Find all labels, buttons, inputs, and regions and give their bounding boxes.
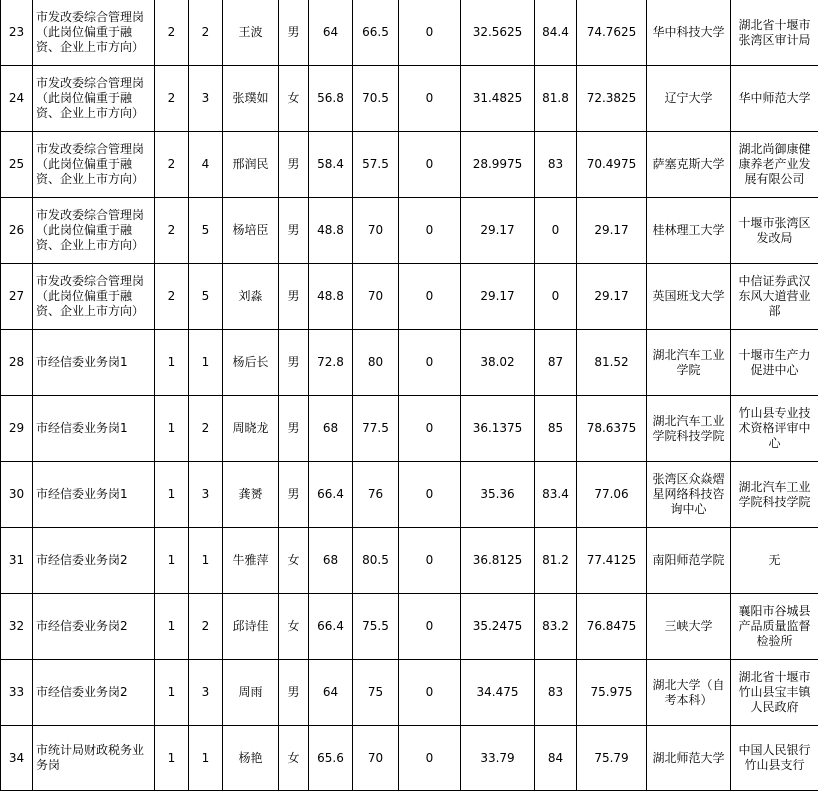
school-cell: 华中科技大学 <box>647 0 731 66</box>
school-cell: 英国班戈大学 <box>647 264 731 330</box>
school-cell: 湖北大学（自考本科） <box>647 660 731 726</box>
post-cell: 市发改委综合管理岗（此岗位偏重于融资、企业上市方向） <box>33 0 155 66</box>
written-score-cell: 72.8 <box>309 330 353 396</box>
school-cell: 湖北师范大学 <box>647 726 731 791</box>
name-cell: 杨艳 <box>223 726 279 791</box>
school-cell: 湖北汽车工业学院科技学院 <box>647 396 731 462</box>
written-score-cell: 48.8 <box>309 198 353 264</box>
school-cell: 桂林理工大学 <box>647 198 731 264</box>
total-score-cell: 29.17 <box>577 198 647 264</box>
plan-count-cell: 2 <box>155 66 189 132</box>
written-score-cell: 68 <box>309 396 353 462</box>
gender-cell: 女 <box>279 594 309 660</box>
rank-cell: 5 <box>189 198 223 264</box>
gender-cell: 男 <box>279 330 309 396</box>
interview-score-cell: 81.8 <box>535 66 577 132</box>
bonus-score-cell: 0 <box>399 594 461 660</box>
name-cell: 邱诗佳 <box>223 594 279 660</box>
name-cell: 张璞如 <box>223 66 279 132</box>
written-weighted-cell: 29.17 <box>461 198 535 264</box>
row-number-cell: 23 <box>1 0 33 66</box>
gender-cell: 男 <box>279 0 309 66</box>
professional-score-cell: 70 <box>353 198 399 264</box>
plan-count-cell: 1 <box>155 594 189 660</box>
name-cell: 周雨 <box>223 660 279 726</box>
row-number-cell: 31 <box>1 528 33 594</box>
total-score-cell: 76.8475 <box>577 594 647 660</box>
gender-cell: 男 <box>279 264 309 330</box>
professional-score-cell: 75 <box>353 660 399 726</box>
row-number-cell: 33 <box>1 660 33 726</box>
gender-cell: 男 <box>279 462 309 528</box>
gender-cell: 女 <box>279 66 309 132</box>
interview-score-cell: 87 <box>535 330 577 396</box>
professional-score-cell: 57.5 <box>353 132 399 198</box>
row-number-cell: 26 <box>1 198 33 264</box>
name-cell: 龚赟 <box>223 462 279 528</box>
bonus-score-cell: 0 <box>399 132 461 198</box>
rank-cell: 3 <box>189 462 223 528</box>
gender-cell: 女 <box>279 726 309 791</box>
employer-cell: 无 <box>731 528 818 594</box>
interview-score-cell: 81.2 <box>535 528 577 594</box>
interview-score-cell: 85 <box>535 396 577 462</box>
professional-score-cell: 70.5 <box>353 66 399 132</box>
bonus-score-cell: 0 <box>399 264 461 330</box>
written-score-cell: 48.8 <box>309 264 353 330</box>
written-score-cell: 64 <box>309 660 353 726</box>
bonus-score-cell: 0 <box>399 462 461 528</box>
plan-count-cell: 2 <box>155 198 189 264</box>
total-score-cell: 81.52 <box>577 330 647 396</box>
employer-cell: 竹山县专业技术资格评审中心 <box>731 396 818 462</box>
plan-count-cell: 1 <box>155 726 189 791</box>
bonus-score-cell: 0 <box>399 330 461 396</box>
school-cell: 张湾区众焱熠星网络科技咨询中心 <box>647 462 731 528</box>
interview-score-cell: 84 <box>535 726 577 791</box>
school-cell: 湖北汽车工业学院 <box>647 330 731 396</box>
professional-score-cell: 70 <box>353 264 399 330</box>
professional-score-cell: 80.5 <box>353 528 399 594</box>
professional-score-cell: 76 <box>353 462 399 528</box>
bonus-score-cell: 0 <box>399 198 461 264</box>
total-score-cell: 74.7625 <box>577 0 647 66</box>
post-cell: 市发改委综合管理岗（此岗位偏重于融资、企业上市方向） <box>33 66 155 132</box>
total-score-cell: 75.975 <box>577 660 647 726</box>
plan-count-cell: 1 <box>155 528 189 594</box>
employer-cell: 襄阳市谷城县产品质量监督检验所 <box>731 594 818 660</box>
bonus-score-cell: 0 <box>399 396 461 462</box>
employer-cell: 华中师范大学 <box>731 66 818 132</box>
employer-cell: 十堰市张湾区发改局 <box>731 198 818 264</box>
employer-cell: 湖北省十堰市张湾区审计局 <box>731 0 818 66</box>
written-score-cell: 65.6 <box>309 726 353 791</box>
written-weighted-cell: 28.9975 <box>461 132 535 198</box>
name-cell: 刘淼 <box>223 264 279 330</box>
table-row <box>1 462 818 528</box>
name-cell: 杨后长 <box>223 330 279 396</box>
plan-count-cell: 2 <box>155 132 189 198</box>
written-score-cell: 66.4 <box>309 594 353 660</box>
written-weighted-cell: 34.475 <box>461 660 535 726</box>
gender-cell: 男 <box>279 198 309 264</box>
gender-cell: 男 <box>279 396 309 462</box>
rank-cell: 1 <box>189 726 223 791</box>
written-score-cell: 56.8 <box>309 66 353 132</box>
post-cell: 市经信委业务岗2 <box>33 594 155 660</box>
table-row <box>1 198 818 264</box>
table-row <box>1 660 818 726</box>
bonus-score-cell: 0 <box>399 726 461 791</box>
rank-cell: 3 <box>189 66 223 132</box>
table-row <box>1 726 818 791</box>
rank-cell: 2 <box>189 594 223 660</box>
employer-cell: 湖北汽车工业学院科技学院 <box>731 462 818 528</box>
name-cell: 周晓龙 <box>223 396 279 462</box>
post-cell: 市发改委综合管理岗（此岗位偏重于融资、企业上市方向） <box>33 198 155 264</box>
employer-cell: 中国人民银行竹山县支行 <box>731 726 818 791</box>
interview-score-cell: 0 <box>535 264 577 330</box>
written-weighted-cell: 38.02 <box>461 330 535 396</box>
table-row <box>1 396 818 462</box>
post-cell: 市经信委业务岗1 <box>33 396 155 462</box>
total-score-cell: 75.79 <box>577 726 647 791</box>
plan-count-cell: 1 <box>155 462 189 528</box>
total-score-cell: 77.06 <box>577 462 647 528</box>
table-row <box>1 66 818 132</box>
gender-cell: 女 <box>279 528 309 594</box>
gender-cell: 男 <box>279 132 309 198</box>
professional-score-cell: 66.5 <box>353 0 399 66</box>
name-cell: 王波 <box>223 0 279 66</box>
post-cell: 市发改委综合管理岗（此岗位偏重于融资、企业上市方向） <box>33 132 155 198</box>
written-weighted-cell: 36.1375 <box>461 396 535 462</box>
rank-cell: 3 <box>189 660 223 726</box>
plan-count-cell: 1 <box>155 660 189 726</box>
rank-cell: 2 <box>189 396 223 462</box>
total-score-cell: 77.4125 <box>577 528 647 594</box>
professional-score-cell: 75.5 <box>353 594 399 660</box>
bonus-score-cell: 0 <box>399 66 461 132</box>
rank-cell: 1 <box>189 330 223 396</box>
plan-count-cell: 1 <box>155 396 189 462</box>
written-weighted-cell: 35.36 <box>461 462 535 528</box>
row-number-cell: 24 <box>1 66 33 132</box>
written-weighted-cell: 31.4825 <box>461 66 535 132</box>
written-weighted-cell: 32.5625 <box>461 0 535 66</box>
written-score-cell: 68 <box>309 528 353 594</box>
row-number-cell: 34 <box>1 726 33 791</box>
school-cell: 三峡大学 <box>647 594 731 660</box>
written-weighted-cell: 33.79 <box>461 726 535 791</box>
total-score-cell: 72.3825 <box>577 66 647 132</box>
row-number-cell: 25 <box>1 132 33 198</box>
post-cell: 市经信委业务岗1 <box>33 462 155 528</box>
post-cell: 市经信委业务岗1 <box>33 330 155 396</box>
written-score-cell: 66.4 <box>309 462 353 528</box>
bonus-score-cell: 0 <box>399 0 461 66</box>
table-row <box>1 264 818 330</box>
written-weighted-cell: 35.2475 <box>461 594 535 660</box>
interview-score-cell: 83 <box>535 660 577 726</box>
total-score-cell: 78.6375 <box>577 396 647 462</box>
table-row <box>1 0 818 66</box>
row-number-cell: 27 <box>1 264 33 330</box>
rank-cell: 1 <box>189 528 223 594</box>
row-number-cell: 32 <box>1 594 33 660</box>
plan-count-cell: 2 <box>155 0 189 66</box>
table-row <box>1 132 818 198</box>
post-cell: 市发改委综合管理岗（此岗位偏重于融资、企业上市方向） <box>33 264 155 330</box>
employer-cell: 中信证券武汉东风大道营业部 <box>731 264 818 330</box>
professional-score-cell: 80 <box>353 330 399 396</box>
table-row <box>1 330 818 396</box>
plan-count-cell: 1 <box>155 330 189 396</box>
name-cell: 牛雅萍 <box>223 528 279 594</box>
table-row <box>1 594 818 660</box>
post-cell: 市统计局财政税务业务岗 <box>33 726 155 791</box>
rank-cell: 2 <box>189 0 223 66</box>
written-weighted-cell: 36.8125 <box>461 528 535 594</box>
rank-cell: 4 <box>189 132 223 198</box>
row-number-cell: 29 <box>1 396 33 462</box>
employer-cell: 湖北尚御康健康养老产业发展有限公司 <box>731 132 818 198</box>
name-cell: 杨培臣 <box>223 198 279 264</box>
bonus-score-cell: 0 <box>399 660 461 726</box>
post-cell: 市经信委业务岗2 <box>33 660 155 726</box>
interview-score-cell: 83.2 <box>535 594 577 660</box>
row-number-cell: 28 <box>1 330 33 396</box>
row-number-cell: 30 <box>1 462 33 528</box>
school-cell: 辽宁大学 <box>647 66 731 132</box>
total-score-cell: 29.17 <box>577 264 647 330</box>
plan-count-cell: 2 <box>155 264 189 330</box>
name-cell: 邢润民 <box>223 132 279 198</box>
employer-cell: 十堰市生产力促进中心 <box>731 330 818 396</box>
interview-score-cell: 83 <box>535 132 577 198</box>
school-cell: 萨塞克斯大学 <box>647 132 731 198</box>
professional-score-cell: 77.5 <box>353 396 399 462</box>
table-body <box>1 0 818 791</box>
rank-cell: 5 <box>189 264 223 330</box>
interview-score-cell: 84.4 <box>535 0 577 66</box>
written-score-cell: 58.4 <box>309 132 353 198</box>
written-score-cell: 64 <box>309 0 353 66</box>
table-row <box>1 528 818 594</box>
total-score-cell: 70.4975 <box>577 132 647 198</box>
interview-score-cell: 0 <box>535 198 577 264</box>
school-cell: 南阳师范学院 <box>647 528 731 594</box>
interview-score-cell: 83.4 <box>535 462 577 528</box>
bonus-score-cell: 0 <box>399 528 461 594</box>
written-weighted-cell: 29.17 <box>461 264 535 330</box>
employer-cell: 湖北省十堰市竹山县宝丰镇人民政府 <box>731 660 818 726</box>
post-cell: 市经信委业务岗2 <box>33 528 155 594</box>
professional-score-cell: 70 <box>353 726 399 791</box>
gender-cell: 男 <box>279 660 309 726</box>
